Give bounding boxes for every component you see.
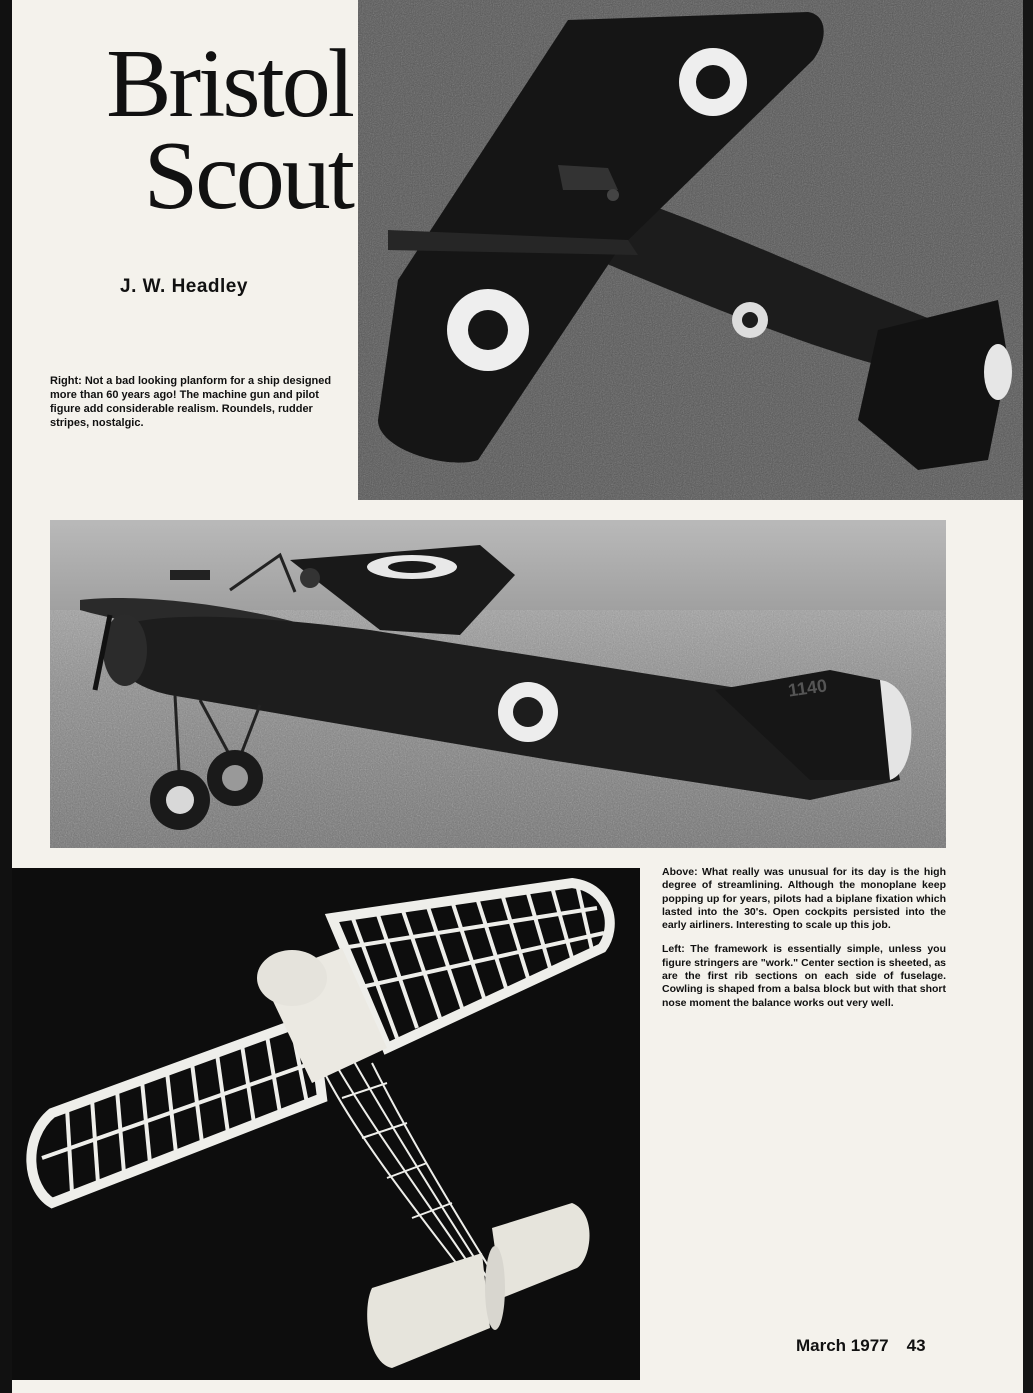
caption-top: Right: Not a bad looking planform for a ship designed more than 60 years ago! The machine gun and pilot figure add considerable realism. Roundels, rudder stripes, nostalgic. <box>50 375 332 429</box>
author-byline: J. W. Headley <box>120 276 248 297</box>
caption-above: Above: What really was unusual for its day is the high degree of streamlining. Although the monoplane keep popping up for years, pilots had a biplane fixation which lasted into the 30's. Open cockpits persisted into the early airliners. Interesting to scale up this job. <box>662 866 946 932</box>
caption-left: Left: The framework is essentially simple, unless you figure stringers are "work." Center section is sheeted, as are the first rib sections on each side of fuselage. Cowling is shaped from a balsa block but with that short nose moment the balance works out very well. <box>662 943 946 1009</box>
title-line-1: Bristol <box>106 30 352 138</box>
page-footer <box>796 1336 926 1356</box>
photo-middle-sideview <box>50 520 946 848</box>
tail-number: 1140 <box>786 675 829 701</box>
article-title <box>52 30 352 230</box>
photo-bottom-framework <box>12 868 640 1380</box>
photo-top-planform <box>358 0 1023 500</box>
scan-edge-right <box>1023 0 1033 1393</box>
page-number: 43 <box>906 1336 926 1355</box>
issue-date: March 1977 <box>796 1336 889 1355</box>
captions-right-column <box>662 866 946 1021</box>
title-line-2: Scout <box>143 122 352 230</box>
scan-edge-left <box>0 0 12 1393</box>
